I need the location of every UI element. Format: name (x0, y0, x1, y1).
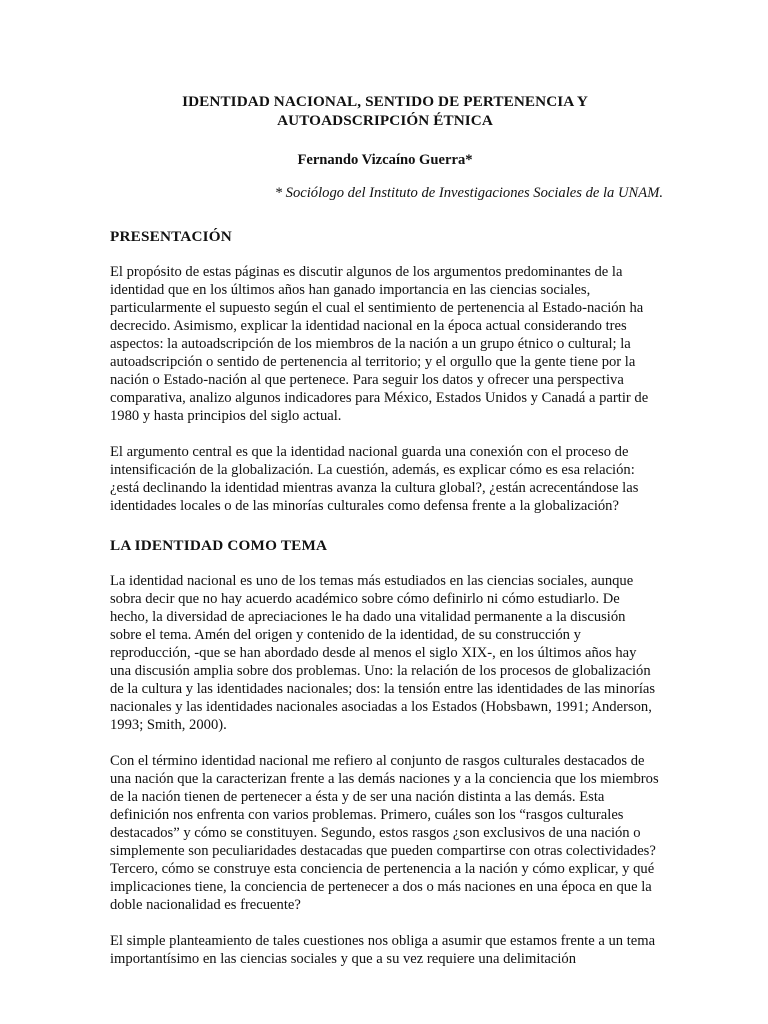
section-heading-presentacion: PRESENTACIÓN (110, 228, 232, 245)
paragraph: La identidad nacional es uno de los temas más estudiados en las ciencias sociales, aunque sobra decir que no hay acuerdo académico sobre cómo definirlo ni cómo estudiarlo. De hecho, la diversidad de apreciaciones le ha dado una vitalidad permanente a la discusión sobre el tema. Amén del origen y contenido de la identidad, de su construcción y reproducción, -que se han abordado desde al menos el siglo XIX-, en los últimos años hay una discusión amplia sobre dos problemas. Uno: la relación de los procesos de globalización de la cultura y las identidades nacionales; dos: la tensión entre las identidades de las minorías nacionales y las identidades nacionales asociadas a los Estados (Hobsbawn, 1991; Anderson, 1993; Smith, 2000). (110, 573, 656, 733)
paragraph: El argumento central es que la identidad nacional guarda una conexión con el proceso de intensificación de la globalización. La cuestión, además, es explicar cómo es esa relación: ¿está declinando la identidad mientras avanza la cultura global?, ¿están acrecentándose las identidades locales o de las minorías culturales como defensa frente a la globalización? (110, 444, 639, 514)
document-title (110, 92, 660, 130)
paragraph: El simple planteamiento de tales cuestiones nos obliga a asumir que estamos frente a un tema importantísimo en las ciencias sociales y que a su vez requiere una delimitación (110, 933, 656, 967)
author-affiliation: * Sociólogo del Instituto de Investigaciones Sociales de la UNAM. (274, 185, 663, 201)
paragraph: El propósito de estas páginas es discutir algunos de los argumentos predominantes de la identidad que en los últimos años han ganado importancia en las ciencias sociales, particularmente el supuesto según el cual el sentimiento de pertenencia al Estado-nación ha decrecido. Asimismo, explicar la identidad nacional en la época actual considerando tres aspectos: la autoadscripción de los miembros de la nación a un grupo étnico o cultural; la autoadscripción o sentido de pertenencia al territorio; y el orgullo que la gente tiene por la nación o Estado-nación al que pertenece. Para seguir los datos y ofrecer una perspectiva comparativa, analizo algunos indicadores para México, Estados Unidos y Canadá a partir de 1980 y hasta principios del siglo actual. (110, 264, 649, 424)
author-name: Fernando Vizcaíno Guerra* (297, 152, 473, 168)
title-line-2: AUTOADSCRIPCIÓN ÉTNICA (277, 112, 493, 129)
paragraph: Con el término identidad nacional me refiero al conjunto de rasgos culturales destacados de una nación que la caracterizan frente a las demás naciones y a la conciencia que los miembros de la nación tienen de pertenecer a ésta y de ser una nación distinta a las demás. Esta definición nos enfrenta con varios problemas. Primero, cuáles son los “rasgos culturales destacados” y cómo se constituyen. Segundo, estos rasgos ¿son exclusivos de una nación o simplemente son peculiaridades destacadas que pueden compartirse con otras colectividades? Tercero, cómo se construye esta conciencia de pertenencia a la nación y cómo explicar, y qué implicaciones tiene, la conciencia de pertenecer a dos o más naciones en una época en que la doble nacionalidad es frecuente? (110, 753, 659, 913)
title-line-1: IDENTIDAD NACIONAL, SENTIDO DE PERTENENCIA Y (182, 93, 588, 110)
section-heading-identidad-como-tema: LA IDENTIDAD COMO TEMA (110, 537, 328, 554)
